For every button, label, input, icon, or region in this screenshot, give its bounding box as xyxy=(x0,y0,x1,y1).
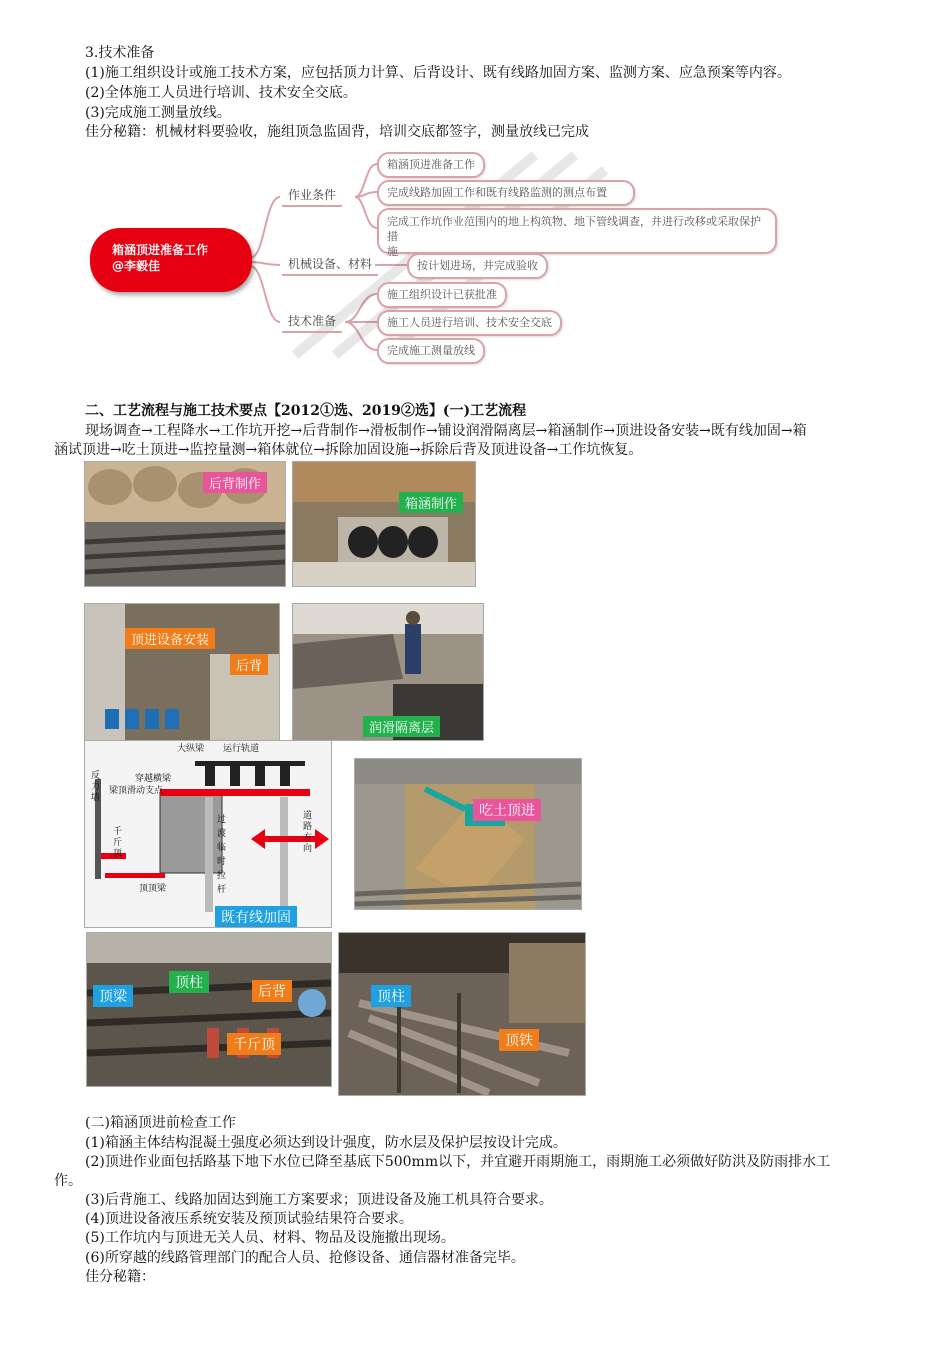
node-text-line2: 施 xyxy=(387,245,398,258)
photo-tag: 箱涵制作 xyxy=(399,492,463,513)
photo-tag: 千斤顶 xyxy=(227,1033,281,1055)
section-heading: 二、工艺流程与施工技术要点【2012①选、2019②选】(一)工艺流程 xyxy=(85,403,527,419)
flow-text: 现场调查→工程降水→工作坑开挖→后背制作→滑板制作→铺设润滑隔离层→箱涵制作→顶进设备安装→既有线加固→箱 xyxy=(85,423,807,439)
photo-jacking-columns xyxy=(338,932,586,1096)
list-item: (2)全体施工人员进行培训、技术安全交底。 xyxy=(85,85,357,101)
mind-map-node: 施工人员进行培训、技术安全交底 xyxy=(377,310,562,336)
list-item: (5)工作坑内与顶进无关人员、材料、物品及设施撤出现场。 xyxy=(85,1230,455,1246)
photo-backwall xyxy=(84,461,286,587)
list-item: (1)施工组织设计或施工技术方案，应包括顶力计算、后背设计、既有线路加固方案、监测方案、应急预案等内容。 xyxy=(85,65,791,81)
photo-tag: 后背制作 xyxy=(203,472,267,493)
diagram-label: 大纵梁 xyxy=(177,744,205,754)
flow-text: 涵试顶进→吃土顶进→监控量测→箱体就位→拆除加固设施→拆除后背及顶进设备→工作坑恢复。 xyxy=(54,442,643,458)
photo-box-culvert xyxy=(292,461,476,587)
diagram-label: 过渡临时拉杆 xyxy=(217,815,227,895)
mind-map-root xyxy=(90,228,252,292)
photo-tag: 顶进设备安装 xyxy=(125,628,215,649)
list-item: (3)完成施工测量放线。 xyxy=(85,105,231,121)
photo-jacking-system xyxy=(86,932,332,1087)
diagram-label: 千斤顶 xyxy=(113,827,123,859)
list-item: (1)箱涵主体结构混凝土强度必须达到设计强度，防水层及保护层按设计完成。 xyxy=(85,1135,567,1151)
node-text-line1: 完成工作坑作业范围内的地上构筑物、地下管线调查，并进行改移或采取保护措 xyxy=(387,215,761,243)
mind-map-node: 按计划进场，并完成验收 xyxy=(407,253,548,279)
mind-map-node: 施工组织设计已获批准 xyxy=(377,282,507,308)
photo-tag: 顶梁 xyxy=(93,985,133,1007)
list-item: (4)顶进设备液压系统安装及预顶试验结果符合要求。 xyxy=(85,1211,413,1227)
diagram-label: 穿越横梁 xyxy=(135,774,172,784)
section-heading: 3.技术准备 xyxy=(85,45,155,61)
mind-map-node: 箱涵顶进准备工作 xyxy=(377,152,485,178)
photo-tag: 顶柱 xyxy=(169,971,209,993)
photo-tag: 后背 xyxy=(230,654,268,675)
photo-tag: 顶柱 xyxy=(371,985,411,1007)
tip-text: 佳分秘籍：机械材料要验收，施组顶急监固背，培训交底都签字，测量放线已完成 xyxy=(85,124,589,140)
photo-tag: 后背 xyxy=(252,980,292,1002)
photo-tag: 顶铁 xyxy=(499,1029,539,1051)
list-item: (2)顶进作业面包括路基下地下水位已降至基底下500mm以下，并宜避开雨期施工，雨期施工必须做好防洪及防雨排水工 xyxy=(85,1154,831,1170)
diagram-line-reinforcement xyxy=(84,740,332,928)
mind-map-node: 完成施工测量放线 xyxy=(377,338,485,364)
photo-tag: 润滑隔离层 xyxy=(363,716,440,737)
list-item: (3)后背施工、线路加固达到施工方案要求；顶进设备及施工机具符合要求。 xyxy=(85,1192,553,1208)
root-author: @李毅佳 xyxy=(112,259,161,273)
section-heading: (二)箱涵顶进前检查工作 xyxy=(85,1115,236,1131)
branch-tech-prep: 技术准备 xyxy=(282,312,342,333)
photo-excavation-jacking xyxy=(354,758,582,910)
mind-map-node xyxy=(377,208,777,258)
diagram-label: 运行轨道 xyxy=(223,744,260,754)
photo-tag: 既有线加固 xyxy=(215,906,297,928)
mind-map-node: 完成线路加固工作和既有线路监测的测点布置 xyxy=(377,180,635,206)
root-title: 箱涵顶进准备工作 xyxy=(112,243,209,257)
photo-jacking-equipment xyxy=(84,603,280,741)
diagram-label: 道路方向 xyxy=(303,811,313,854)
photo-tag: 吃土顶进 xyxy=(473,799,541,821)
diagram-label: 梁顶滑动支点 xyxy=(109,786,164,796)
diagram-label: 反力墙 xyxy=(91,771,101,803)
tip-text: 佳分秘籍： xyxy=(85,1269,155,1285)
list-item: (6)所穿越的线路管理部门的配合人员、抢修设备、通信器材准备完毕。 xyxy=(85,1250,525,1266)
photo-lubrication-layer xyxy=(292,603,484,741)
branch-equipment: 机械设备、材料 xyxy=(282,255,378,276)
diagram-label: 顶顶梁 xyxy=(139,884,167,894)
branch-work-conditions: 作业条件 xyxy=(282,186,342,207)
mind-map xyxy=(85,140,785,365)
list-item: 作。 xyxy=(54,1173,82,1189)
